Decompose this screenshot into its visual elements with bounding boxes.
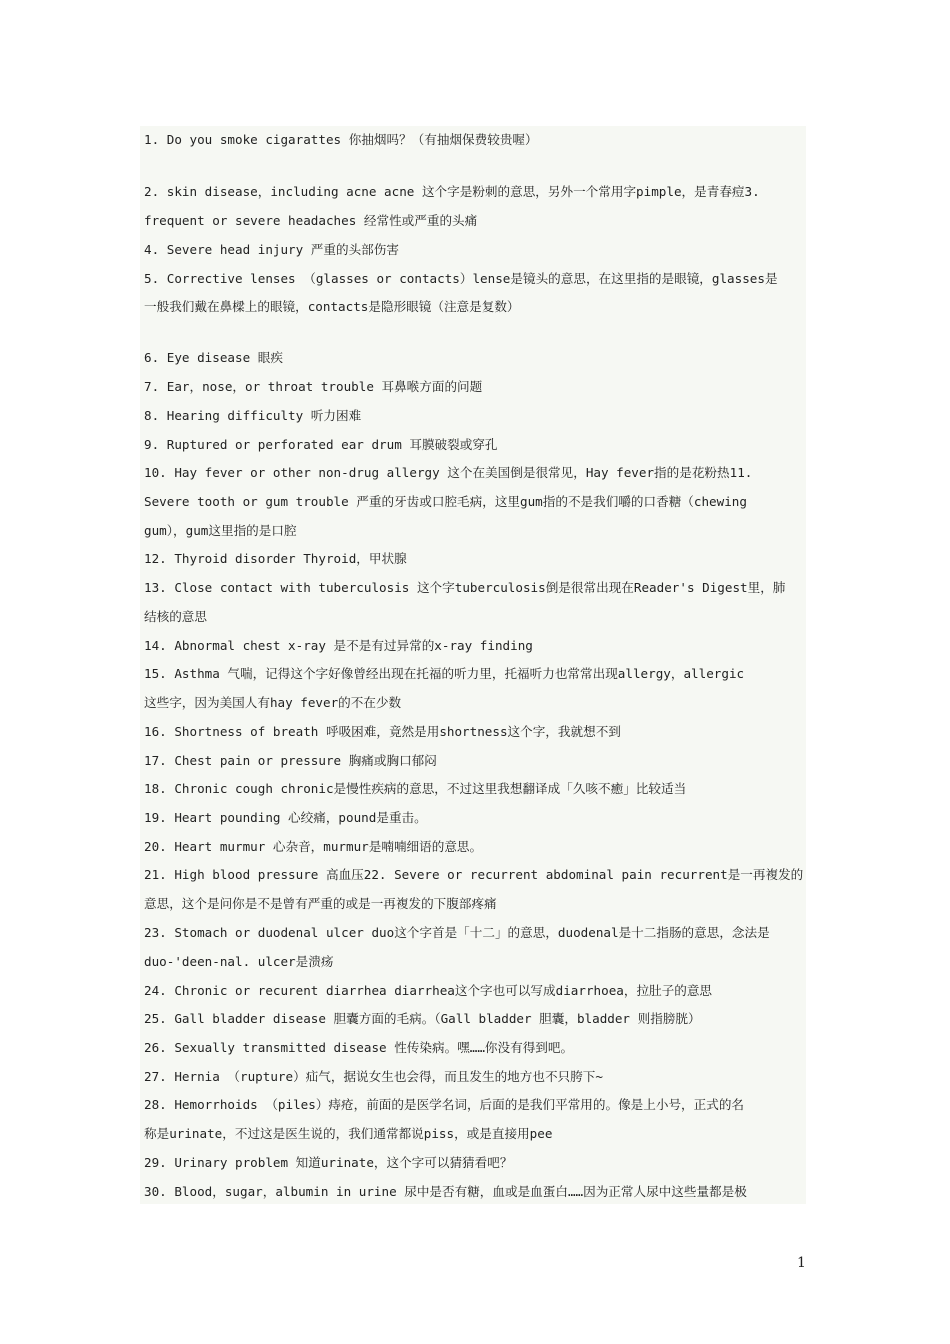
text-line-20: 16. Shortness of breath 呼吸困难，竟然是用shortness这个字，我就想不到 <box>144 724 621 739</box>
text-line-21: 17. Chest pain or pressure 胸痛或胸口郁闷 <box>144 753 437 768</box>
text-line-33: 28. Hemorrhoids （piles）痔疮，前面的是医学名词，后面的是我们平常用的。像是上小号，正式的名 <box>144 1097 745 1112</box>
text-line-8: 7. Ear，nose，or throat trouble 耳鼻喉方面的问题 <box>144 379 483 394</box>
text-line-28: duo-'deen-nal. ulcer是溃疡 <box>144 954 334 969</box>
text-line-4: 4. Severe head injury 严重的头部伤害 <box>144 242 399 257</box>
text-line-13: gum），gum这里指的是口腔 <box>144 523 297 538</box>
text-line-6: 一般我们戴在鼻樑上的眼镜，contacts是隐形眼镜（注意是复数） <box>144 299 520 314</box>
text-line-34: 称是urinate，不过这是医生说的，我们通常都说piss，或是直接用pee <box>144 1126 553 1141</box>
text-line-7: 6. Eye disease 眼疾 <box>144 350 283 365</box>
text-line-25: 21. High blood pressure 高血压22. Severe or recurrent abdominal pain recurrent是一再複发的 <box>144 867 804 882</box>
text-line-9: 8. Hearing difficulty 听力困难 <box>144 408 362 423</box>
text-line-15: 13. Close contact with tuberculosis 这个字tuberculosis倒是很常出现在Reader's Digest里，肺 <box>144 580 786 595</box>
text-line-17: 14. Abnormal chest x-ray 是不是有过异常的x-ray finding <box>144 638 533 653</box>
text-line-2: 2. skin disease，including acne acne 这个字是粉刺的意思，另外一个常用字pimple，是青春痘3. <box>144 184 760 199</box>
text-line-36: 30. Blood，sugar，albumin in urine 尿中是否有糖，血或是血蛋白……因为正常人尿中这些量都是极 <box>144 1184 747 1199</box>
text-line-31: 26. Sexually transmitted disease 性传染病。嘿……你没有得到吧。 <box>144 1040 574 1055</box>
text-line-30: 25. Gall bladder disease 胆囊方面的毛病。（Gall bladder 胆囊，bladder 则指膀胱） <box>144 1011 701 1026</box>
text-line-23: 19. Heart pounding 心绞痛，pound是重击。 <box>144 810 427 825</box>
document-body <box>140 126 806 1204</box>
text-line-26: 意思，这个是问你是不是曾有严重的或是一再複发的下腹部疼痛 <box>144 896 497 911</box>
text-line-35: 29. Urinary problem 知道urinate，这个字可以猜猜看吧？ <box>144 1155 513 1170</box>
text-line-19: 这些字，因为美国人有hay fever的不在少数 <box>144 695 402 710</box>
text-line-29: 24. Chronic or recurent diarrhea diarrhea这个字也可以写成diarrhoea，拉肚子的意思 <box>144 983 713 998</box>
text-line-14: 12. Thyroid disorder Thyroid，甲状腺 <box>144 551 407 566</box>
text-line-5: 5. Corrective lenses （glasses or contacts）lense是镜头的意思，在这里指的是眼镜，glasses是 <box>144 271 778 286</box>
text-line-12: Severe tooth or gum trouble 严重的牙齿或口腔毛病，这里gum指的不是我们嚼的口香糖（chewing <box>144 494 747 509</box>
text-line-22: 18. Chronic cough chronic是慢性疾病的意思，不过这里我想翻译成「久咳不癒」比较适当 <box>144 781 687 796</box>
text-line-11: 10. Hay fever or other non-drug allergy 这个在美国倒是很常见，Hay fever指的是花粉热11. <box>144 465 753 480</box>
text-line-10: 9. Ruptured or perforated ear drum 耳膜破裂或穿孔 <box>144 437 498 452</box>
text-line-18: 15. Asthma 气喘，记得这个字好像曾经出现在托福的听力里，托福听力也常常出现allergy，allergic <box>144 666 745 681</box>
text-line-32: 27. Hernia （rupture）疝气，据说女生也会得，而且发生的地方也不只胯下~ <box>144 1069 603 1084</box>
text-line-3: frequent or severe headaches 经常性或严重的头痛 <box>144 213 478 228</box>
text-line-27: 23. Stomach or duodenal ulcer duo这个字首是「十二」的意思，duodenal是十二指肠的意思，念法是 <box>144 925 770 940</box>
page-number: 1 <box>797 1255 806 1271</box>
text-line-16: 结核的意思 <box>144 609 207 624</box>
text-line-24: 20. Heart murmur 心杂音，murmur是喃喃细语的意思。 <box>144 839 483 854</box>
text-line-1: 1. Do you smoke cigarattes 你抽烟吗？（有抽烟保费较贵喔） <box>144 132 538 147</box>
